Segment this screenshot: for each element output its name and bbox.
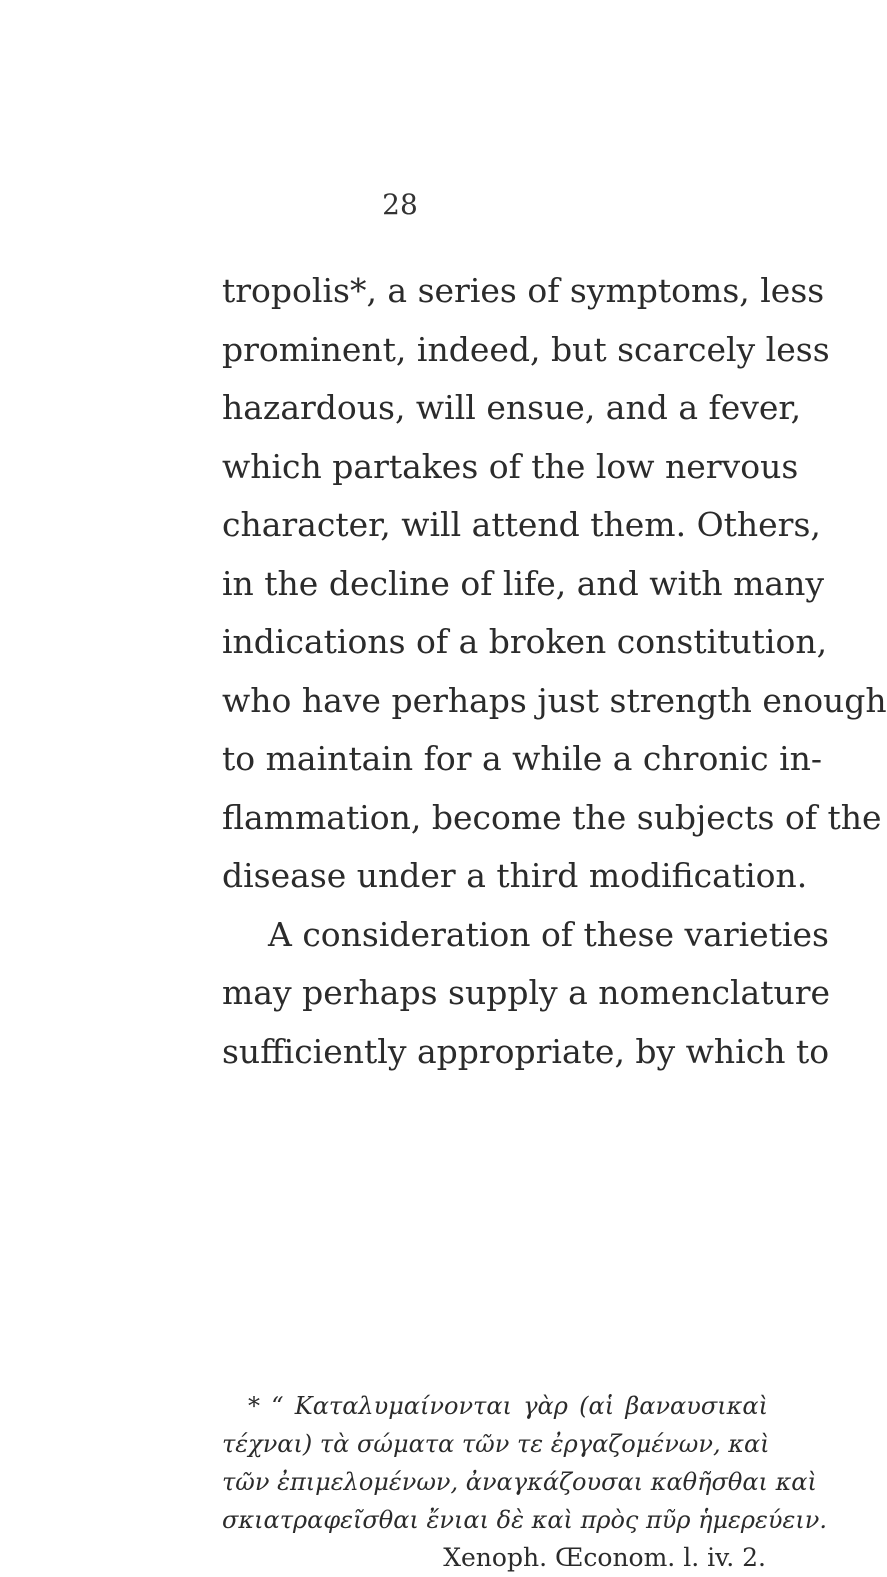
text-line: indications of a broken constitution,: [222, 622, 828, 661]
text-line: tropolis*, a series of symptoms, less: [222, 271, 825, 310]
footnote-citation: Xenoph. Œconom. l. iv. 2.: [443, 1543, 766, 1572]
footnote-line: σκιατραφεῖσθαι ἔνιαι δὲ καὶ πρὸς πῦρ ἡμερεύειν.: [222, 1506, 828, 1534]
text-line: A consideration of these varieties: [268, 914, 829, 954]
text-line: prominent, indeed, but scarcely less: [222, 329, 830, 369]
text-line: sufficiently appropriate, by which to: [222, 1031, 830, 1071]
page-number: 28: [382, 188, 418, 221]
body-text: [222, 262, 887, 1081]
text-line: who have perhaps just strength enough: [222, 680, 887, 720]
footnote-line: τέχναι) τὰ σώματα τῶν τε ἐργαζομένων, καὶ: [222, 1430, 770, 1458]
footnote-line: * “ Καταλυμαίνονται γὰρ (αἱ βαναυσικαὶ: [248, 1392, 768, 1420]
text-line: to maintain for a while a chronic in-: [222, 739, 823, 778]
text-line: which partakes of the low nervous: [222, 446, 799, 486]
text-line: flammation, become the subjects of the: [222, 797, 882, 837]
text-line: in the decline of life, and with many: [222, 563, 824, 603]
text-line: may perhaps supply a nomenclature: [222, 973, 831, 1012]
text-line: character, will attend them. Others,: [222, 505, 821, 544]
footnote: [222, 1387, 828, 1577]
text-line: hazardous, will ensue, and a fever,: [222, 388, 802, 427]
text-line: disease under a third modification.: [222, 856, 808, 895]
footnote-line: τῶν ἐπιμελομένων, ἀναγκάζουσαι καθῆσθαι καὶ: [222, 1468, 817, 1496]
